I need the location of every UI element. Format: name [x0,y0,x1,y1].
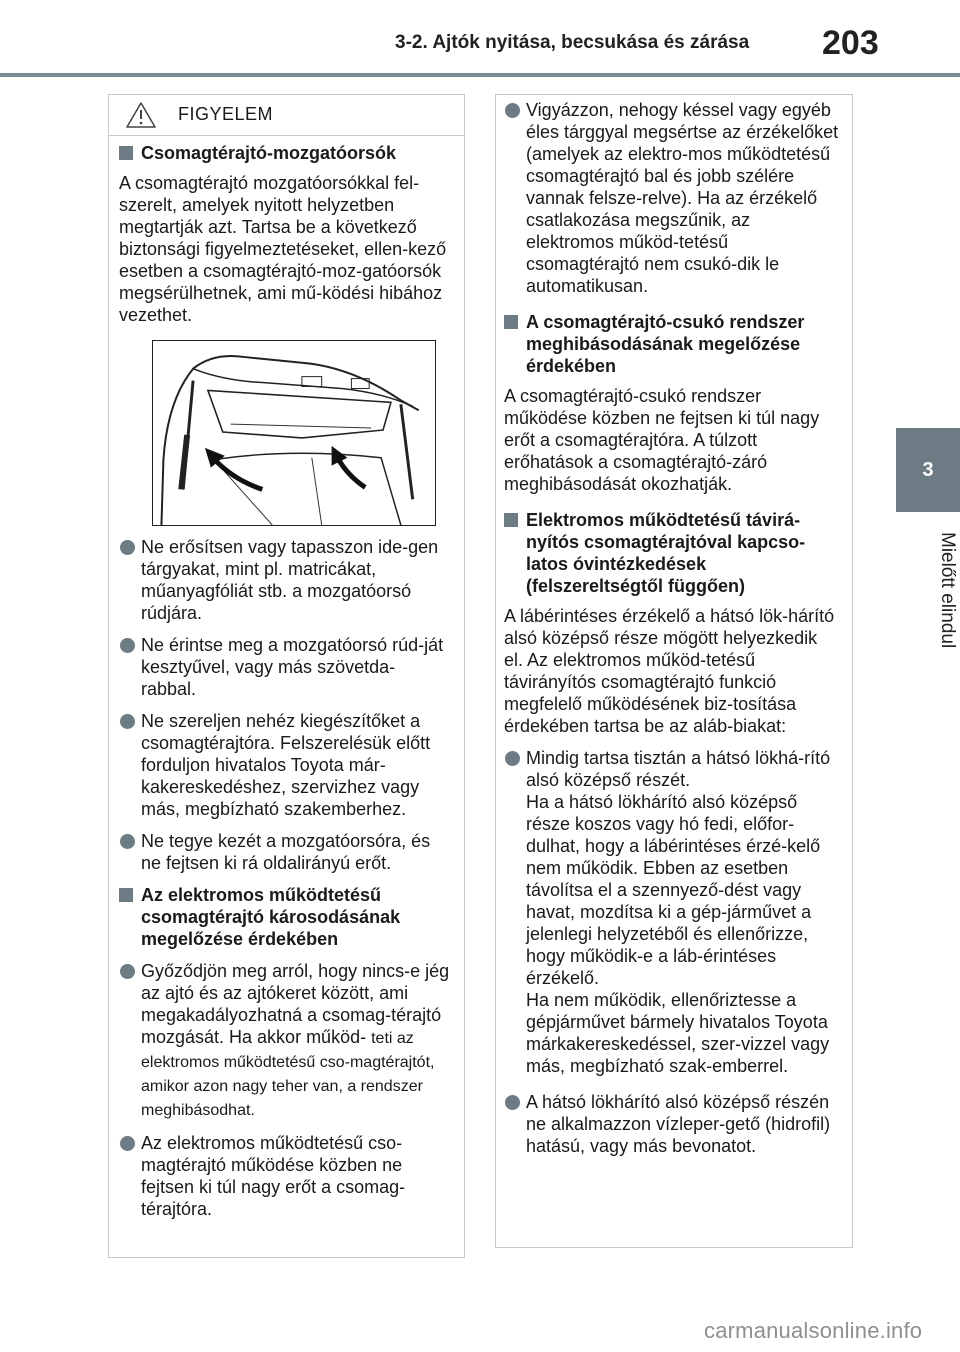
bullet-text: Az elektromos működtetésű cso-magtérajtó működése közben ne fejtsen ki túl nagy erőt a csomag-térajtóra. [141,1133,406,1219]
bullet-item [119,710,450,820]
round-bullet-icon [120,1136,135,1151]
section-heading-text: Elektromos működtetésű távirá-nyítós csomagtérajtóval kapcso-latos óvintézkedések (felszereltségtől függően) [526,510,806,596]
caution-content-left [109,136,464,1220]
chapter-tab-label: Mielőtt elindul [937,531,958,649]
caution-content-right [496,95,852,1157]
page-number: 203 [822,24,879,62]
square-bullet-icon [119,146,133,160]
bullet-text: Ne érintse meg a mozgatóorsó rúd-ját kesztyűvel, vagy más szövetda-rabbal. [141,635,444,699]
round-bullet-icon [505,1095,520,1110]
paragraph: A lábérintéses érzékelő a hátsó lök-hárító alsó középső része mögött helyezkedik el. Az elektromos működ-tetésű távirányítós csomagtérajtó funkció megfelelő működésének biz-tosítása érdekében tartsa be az aláb-biakat: [504,606,835,736]
bullet-item [119,830,450,874]
bullet-text: A hátsó lökhárító alsó középső részén ne alkalmazzon vízleper-gető (hidrofil) hatású, vagy más bevonatot. [526,1092,831,1156]
bullet-text: Ha nem működik, ellenőriztesse a gépjárművet bármely hivatalos Toyota márkakereskedéssel, szer-vizzel vagy más, megbízható szak-emberrel. [526,990,830,1076]
round-bullet-icon [505,103,520,118]
section-heading [119,142,450,164]
paragraph: A csomagtérajtó mozgatóorsókkal fel-szerelt, amelyek nyitott helyzetben megtartják azt. Tartsa be a következő biztonsági figyelmeztetéseket, ellen-kező esetben a csomagtérajtó-moz-gatóorsók megsérülhetnek, ami mű-ködési hibához vezethet. [119,173,447,325]
tailgate-strut-drawing [153,341,435,525]
bullet-text: Mindig tartsa tisztán a hátsó lökhá-rító alsó középső részét. [526,748,831,790]
tailgate-strut-illustration [152,340,436,526]
round-bullet-icon [120,834,135,849]
bullet-item [504,747,840,1077]
bullet-text-small: teti az elektromos működtetésű cso-magtérajtót, amikor azon nagy teher van, a rendszer meghibásodhat. [141,1030,435,1119]
square-bullet-icon [119,888,133,902]
chapter-title: 3-2. Ajtók nyitása, becsukása és zárása [395,32,750,53]
caution-header [109,95,464,136]
caution-title: FIGYELEM [178,104,274,124]
section-heading [504,509,840,597]
header-rule [0,73,960,77]
square-bullet-icon [504,513,518,527]
round-bullet-icon [120,964,135,979]
round-bullet-icon [120,714,135,729]
bullet-item [119,634,450,700]
bullet-text: Győződjön meg arról, hogy nincs-e jég az ajtó és az ajtókeret között, ami megakadályozhatná a csomag-térajtó mozgását. Ha akkor működ- [141,961,450,1047]
bullet-text: Ha a hátsó lökhárító alsó középső része koszos vagy hó fedi, előfor-dulhat, hogy a lábérintéses érzé-kelő nem működik. Ebben az esetben távolítsa el a szennyező-dést vagy havat, mozdítsa ki a gép-járművet a jelenlegi helyzetéből és ellenőrizze, hogy működik-e a láb-érintéses érzékelő. [526,792,821,988]
bullet-item [504,1091,840,1157]
watermark: carmanualsonline.info [704,1318,923,1343]
caution-box-right [495,94,853,1248]
bullet-text: Vigyázzon, nehogy késsel vagy egyéb éles tárggyal megsértse az érzékelőket (amelyek az elektro-mos működtetésű csomagtérajtó bal és jobb szélére vannak felsze-relve). Ha az érzékelő csatlakozása megszűnik, az elektromos működ-tetésű csomagtérajtó nem csukó-dik le automatikusan. [526,100,839,296]
chapter-tab: 3 [896,428,960,512]
round-bullet-icon [120,638,135,653]
bullet-item [504,99,840,297]
bullet-text: Ne tegye kezét a mozgatóorsóra, és ne fejtsen ki rá oldalirányú erőt. [141,831,431,873]
round-bullet-icon [505,751,520,766]
round-bullet-icon [120,540,135,555]
section-heading [504,311,840,377]
bullet-item [119,1132,450,1220]
bullet-text: Ne erősítsen vagy tapasszon ide-gen tárgyakat, mint pl. matricákat, műanyagfóliát stb. a mozgatóorsó rúdjára. [141,537,439,623]
paragraph: A csomagtérajtó-csukó rendszer működése közben ne fejtsen ki túl nagy erőt a csomagtérajtóra. A túlzott erőhatások a csomagtérajtó-záró meghibásodását okozhatják. [504,386,820,494]
bullet-item [119,960,450,1122]
section-heading [119,884,450,950]
section-heading-text: Csomagtérajtó-mozgatóorsók [141,143,397,163]
warning-triangle-icon [125,101,157,129]
section-heading-text: A csomagtérajtó-csukó rendszer meghibásodásának megelőzése érdekében [526,312,805,376]
bullet-item [119,536,450,624]
square-bullet-icon [504,315,518,329]
bullet-text: Ne szereljen nehéz kiegészítőket a csomagtérajtóra. Felszerelésük előtt forduljon hivatalos Toyota már-kakereskedéshez, szervizhez vagy más, megbízható szakemberhez. [141,711,431,819]
caution-box-left [108,94,465,1258]
section-heading-text: Az elektromos működtetésű csomagtérajtó károsodásának megelőzése érdekében [141,885,401,949]
